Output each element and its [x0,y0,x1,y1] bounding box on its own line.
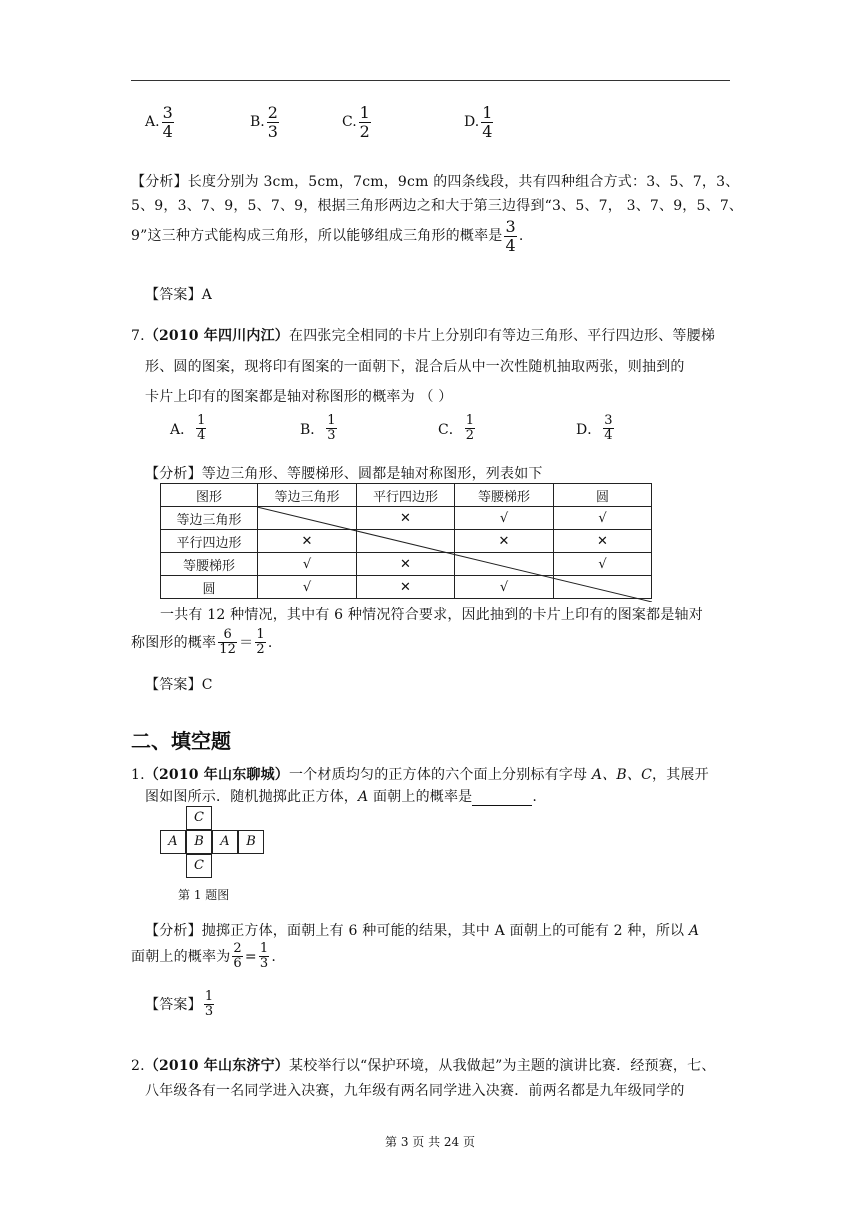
numerator: 1 [256,627,265,642]
q6-option-c [342,104,373,140]
option-label: D. [464,114,480,131]
denominator: 4 [197,428,206,444]
net-face: C [186,854,212,878]
q7-conclusion-line1: 一共有 12 种情况，其中有 6 种情况符合要求，因此抽到的卡片上印有的图案都是轴对 [160,607,703,623]
numerator: 1 [482,103,493,122]
question-number: 2. [131,1058,145,1074]
period: . [532,789,538,805]
table-cell: ✕ [554,530,652,553]
table-cell: 等边三角形 [258,484,357,507]
q6-analysis-line1: 【分析】长度分别为 3cm，5cm，7cm，9cm 的四条线段，共有四种组合方式：3、5、7，3、 [131,174,740,190]
denominator: 6 [233,956,242,972]
period: . [267,634,273,651]
numerator: 3 [162,103,173,122]
q7-option-a [170,414,208,444]
q7-analysis-intro: 【分析】等边三角形、等腰梯形、圆都是轴对称图形，列表如下 [145,466,543,482]
denominator: 4 [482,121,493,141]
fraction [267,104,279,140]
q7-line3: 卡片上印有的图案都是轴对称图形的概率为 （ ） [145,389,453,405]
fraction [162,104,174,140]
fraction [603,414,613,444]
fraction [255,628,265,658]
table-cell: 图形 [161,484,258,507]
table-cell: √ [258,576,357,599]
question-text: 面朝上的概率是 [368,789,473,805]
question-source: （2010 年山东济宁） [144,1058,290,1074]
numerator: 3 [505,217,516,236]
table-cell: 圆 [554,484,652,507]
option-label: A． [170,421,195,438]
net-face: C [186,806,212,830]
table-diagonal-line [257,507,652,602]
table-cell: 平行四边形 [161,530,258,553]
denominator: 3 [259,956,269,972]
numerator: 1 [204,989,214,1004]
net-face: A [212,830,238,854]
fraction [204,990,214,1020]
fq1-analysis-line2 [131,942,276,972]
option-label: B. [250,114,265,131]
denominator: 3 [327,428,336,444]
numerator: 3 [604,413,613,428]
numerator: 1 [259,941,269,956]
section-heading: 二、填空题 [131,729,231,753]
conclusion-text: 称图形的概率 [131,634,217,651]
table-cell: ✕ [357,507,455,530]
table-cell: 等边三角形 [161,507,258,530]
q6-analysis-line2: 5、9，3、7、9，5、7、9，根据三角形两边之和大于第三边得到“3、5、7， 3、7、9，5、7、 [131,198,744,214]
table-cell: 平行四边形 [357,484,455,507]
letters: A、B、C [591,767,652,783]
net-face: B [238,830,264,854]
q6-option-a [145,104,176,140]
equals-sign: ＝ [239,634,254,651]
analysis-text: 9”这三种方式能构成三角形，所以能够组成三角形的概率是 [131,228,503,245]
fraction [196,414,206,444]
answer-label: 【答案】 [145,996,202,1013]
answer-blank[interactable] [472,791,532,806]
numerator: 1 [465,413,474,428]
fq1-line2 [145,786,537,806]
denominator: 4 [505,235,516,255]
fq2-line2: 八年级各有一名同学进入决赛，九年级有两名同学进入决赛．前两名都是九年级同学的 [145,1083,685,1099]
question-text: 图如图所示．随机抛掷此正方体， [145,789,358,805]
fraction [481,104,493,140]
fq1-line1 [131,764,709,784]
q6-answer: 【答案】A [145,287,213,303]
question-text: 一个材质均匀的正方体的六个面上分别标有字母 [289,767,592,783]
q7-option-d [576,414,616,444]
analysis-text: 面朝上的概率为 [131,948,231,965]
fq1-answer [145,990,216,1020]
denominator: 12 [219,642,237,658]
fraction [218,628,237,658]
table-cell: √ [455,576,554,599]
table-cell: ✕ [455,530,554,553]
denominator: 3 [204,1004,214,1020]
fraction [326,414,336,444]
fq1-analysis-line1 [145,920,699,940]
table-cell: √ [258,553,357,576]
letter: A [358,789,369,805]
equals-sign: = [244,948,257,965]
numerator: 1 [359,103,370,122]
table-header-row [161,484,652,507]
numerator: 2 [233,941,242,956]
numerator: 6 [218,628,237,643]
period: . [271,948,276,965]
header-rule [131,80,730,81]
denominator: 2 [465,428,474,444]
numerator: 1 [327,413,336,428]
question-text: ，其展开 [652,767,709,783]
option-label: C． [438,421,463,438]
table-cell: 等腰梯形 [161,553,258,576]
fraction [259,942,269,972]
q7-option-b [300,414,339,444]
table-cell: √ [554,553,652,576]
question-number: 1. [131,767,145,783]
option-label: A. [145,114,160,131]
net-face: B [186,830,212,854]
numerator: 2 [267,103,278,122]
period: . [518,228,524,245]
option-label: C. [342,114,357,131]
q7-option-c [438,414,477,444]
numerator: 1 [197,413,206,428]
table-cell: 圆 [161,576,258,599]
q7-line2: 形、圆的图案，现将印有图案的一面朝下，混合后从中一次性随机抽取两张，则抽到的 [145,359,685,375]
table-cell: √ [455,507,554,530]
option-label: B． [300,421,325,438]
denominator: 2 [359,121,370,141]
q7-answer: 【答案】C [145,677,213,693]
fraction [465,414,475,444]
question-source: （2010 年山东聊城） [144,767,290,783]
letter: A [688,923,700,939]
fraction [359,104,371,140]
analysis-text: 【分析】抛掷正方体，面朝上有 6 种可能的结果，其中 A 面朝上的可能有 2 种，所以 [145,923,689,939]
q6-analysis-line3 [131,218,524,254]
figure-caption: 第 1 题图 [178,888,230,902]
fraction [504,218,516,254]
denominator: 4 [162,121,173,141]
denominator: 3 [267,121,278,141]
fq2-line1 [131,1055,716,1075]
net-face: A [160,830,186,854]
table-cell: ✕ [357,553,455,576]
q6-option-d [464,104,495,140]
fraction [232,942,242,972]
table-cell: ✕ [258,530,357,553]
table-cell: ✕ [357,576,455,599]
page-footer: 第 3 页 共 24 页 [385,1135,475,1149]
question-source: （2010 年四川内江） [144,328,290,344]
q6-option-b [250,104,281,140]
denominator: 2 [256,642,265,658]
option-label: D． [576,421,602,438]
question-text: 在四张完全相同的卡片上分别印有等边三角形、平行四边形、等腰梯 [289,328,716,344]
table-cell: 等腰梯形 [455,484,554,507]
question-text: 某校举行以“保护环境，从我做起”为主题的演讲比赛．经预赛，七、 [289,1058,716,1074]
denominator: 4 [604,428,613,444]
question-number: 7. [131,328,145,344]
table-cell: √ [554,507,652,530]
q7-line1 [131,325,715,345]
q7-conclusion-line2 [131,628,273,658]
